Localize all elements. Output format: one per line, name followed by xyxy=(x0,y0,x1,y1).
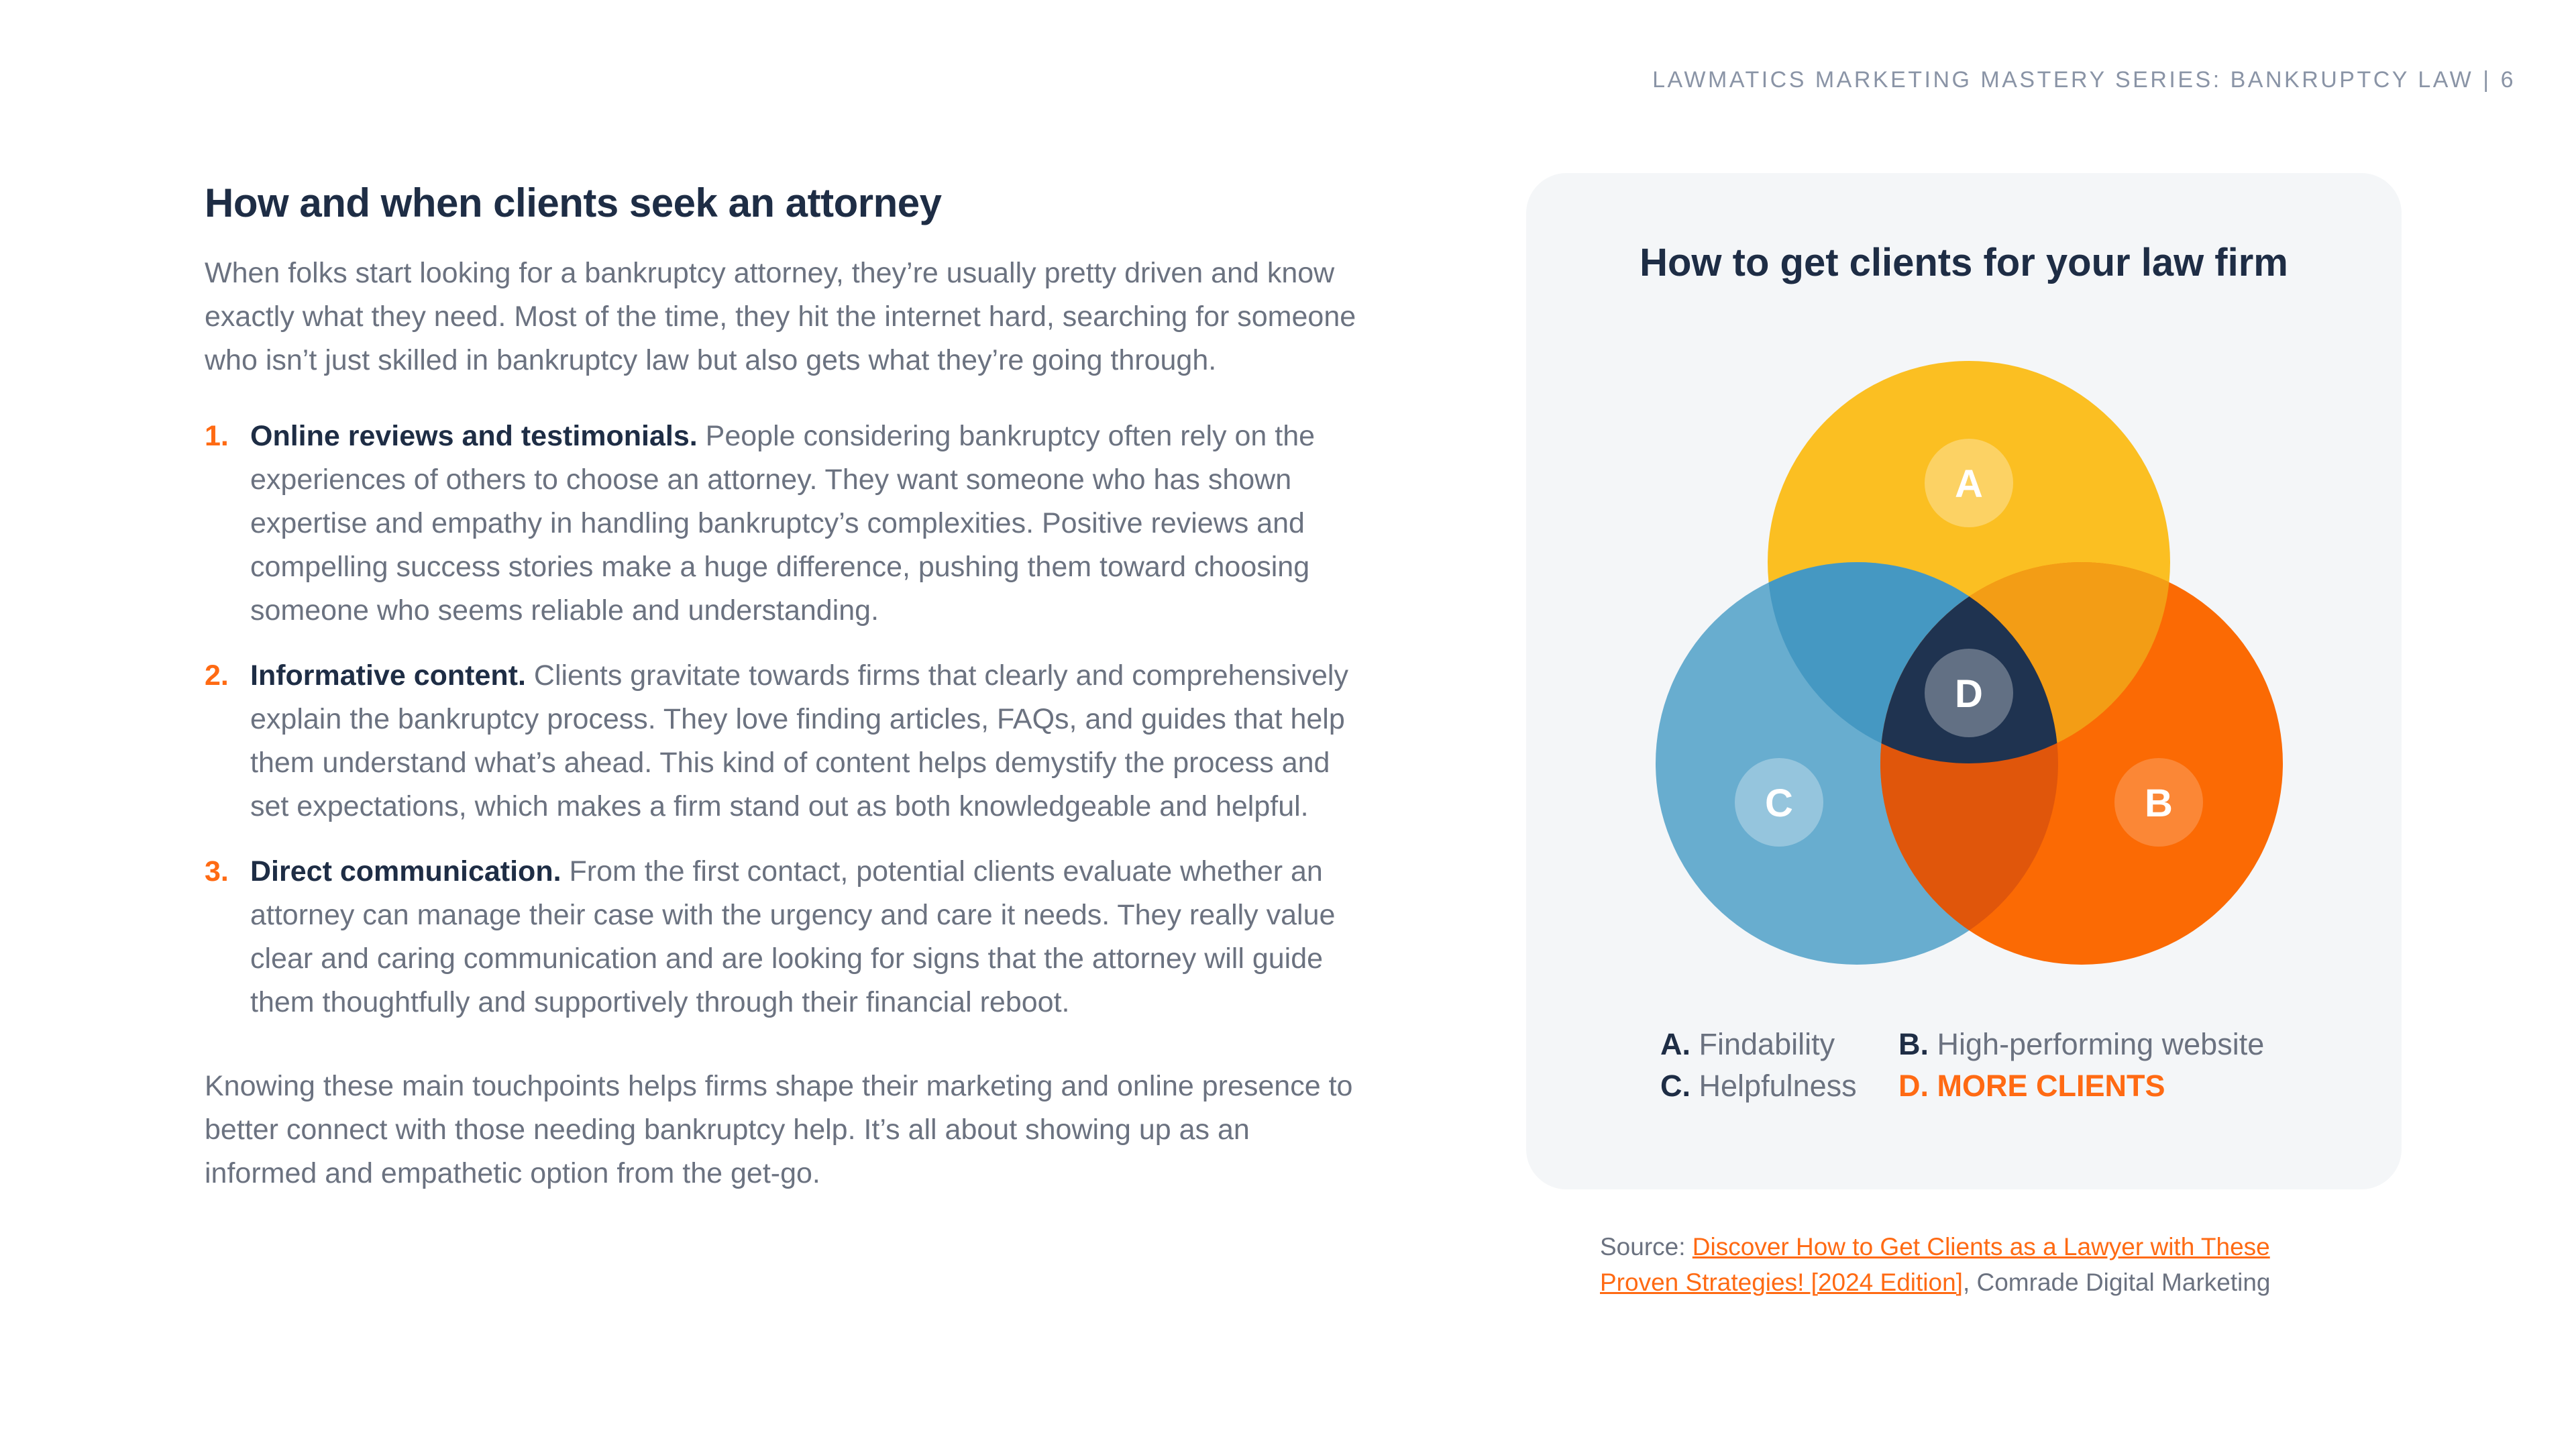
list-item xyxy=(205,415,1358,633)
list-number: 1. xyxy=(205,420,229,452)
touchpoint-list xyxy=(205,415,1358,1024)
header-separator: | xyxy=(2483,67,2491,93)
list-item-text: Clients gravitate towards firms that clearly and comprehensively explain the bankruptcy process. They love finding articles, FAQs, and guides that help them understand what’s ahead. This kind of content helps demystify the process and set expectations, which makes a firm stand out as both knowledgeable and helpful. xyxy=(250,659,1348,822)
list-item-text: People considering bankruptcy often rely on the experiences of others to choose an attorney. They want someone who has shown expertise and empathy in handling bankruptcy’s complexities. Positive reviews and compelling success stories make a huge difference, pushing them toward choosing someone who seems reliable and understanding. xyxy=(250,420,1316,627)
legend-item-d: D. MORE CLIENTS xyxy=(1898,1069,2165,1103)
label-a: A xyxy=(1955,462,1983,506)
section-title: How and when clients seek an attorney xyxy=(205,180,942,225)
diagram-card xyxy=(1526,173,2402,1189)
label-c: C xyxy=(1765,782,1793,825)
series-title: LAWMATICS MARKETING MASTERY SERIES: BANKRUPTCY LAW xyxy=(1652,67,2474,93)
list-item-lead: Direct communication. xyxy=(250,855,561,888)
source-publisher: , Comrade Digital Marketing xyxy=(1962,1269,2271,1296)
list-item xyxy=(205,850,1358,1024)
diagram-title: How to get clients for your law firm xyxy=(1640,241,2288,284)
closing-paragraph: Knowing these main touchpoints helps firms shape their marketing and online presence to better connect with those needing bankruptcy help. It’s all about showing up as an informed and empathetic option from the get-go. xyxy=(205,1070,1353,1189)
intro-paragraph: When folks start looking for a bankruptcy attorney, they’re usually pretty driven and know exactly what they need. Most of the time, they hit the internet hard, searching for someone who isn’t just skilled in bankruptcy law but also gets what they’re going through. xyxy=(205,257,1356,376)
legend-item-c: C. Helpfulness xyxy=(1660,1069,1857,1103)
list-number: 3. xyxy=(205,855,229,888)
label-d: D xyxy=(1955,672,1983,716)
legend-column-2 xyxy=(1898,1024,2264,1107)
list-item-lead: Informative content. xyxy=(250,659,526,692)
label-b: B xyxy=(2145,782,2173,825)
source-link[interactable]: Discover How to Get Clients as a Lawyer with These Proven Strategies! [2024 Edition] xyxy=(1600,1233,2270,1296)
list-item-lead: Online reviews and testimonials. xyxy=(250,420,698,452)
legend-item-b: B. High-performing website xyxy=(1898,1027,2265,1061)
article-column xyxy=(205,180,1358,1195)
page-header xyxy=(1652,67,2516,93)
legend-item-a: A. Findability xyxy=(1660,1027,1835,1061)
list-item-text: From the first contact, potential clients evaluate whether an attorney can manage their case with the urgency and care it needs. They really value clear and caring communication and are looking for signs that the attorney will guide them thoughtfully and supportively through their financial reboot. xyxy=(250,855,1336,1018)
legend-column-1 xyxy=(1660,1024,1857,1107)
source-prefix: Source: xyxy=(1600,1233,1693,1260)
page-number: 6 xyxy=(2500,67,2516,93)
list-item xyxy=(205,654,1358,828)
list-number: 2. xyxy=(205,659,229,692)
source-citation xyxy=(1600,1229,2338,1300)
